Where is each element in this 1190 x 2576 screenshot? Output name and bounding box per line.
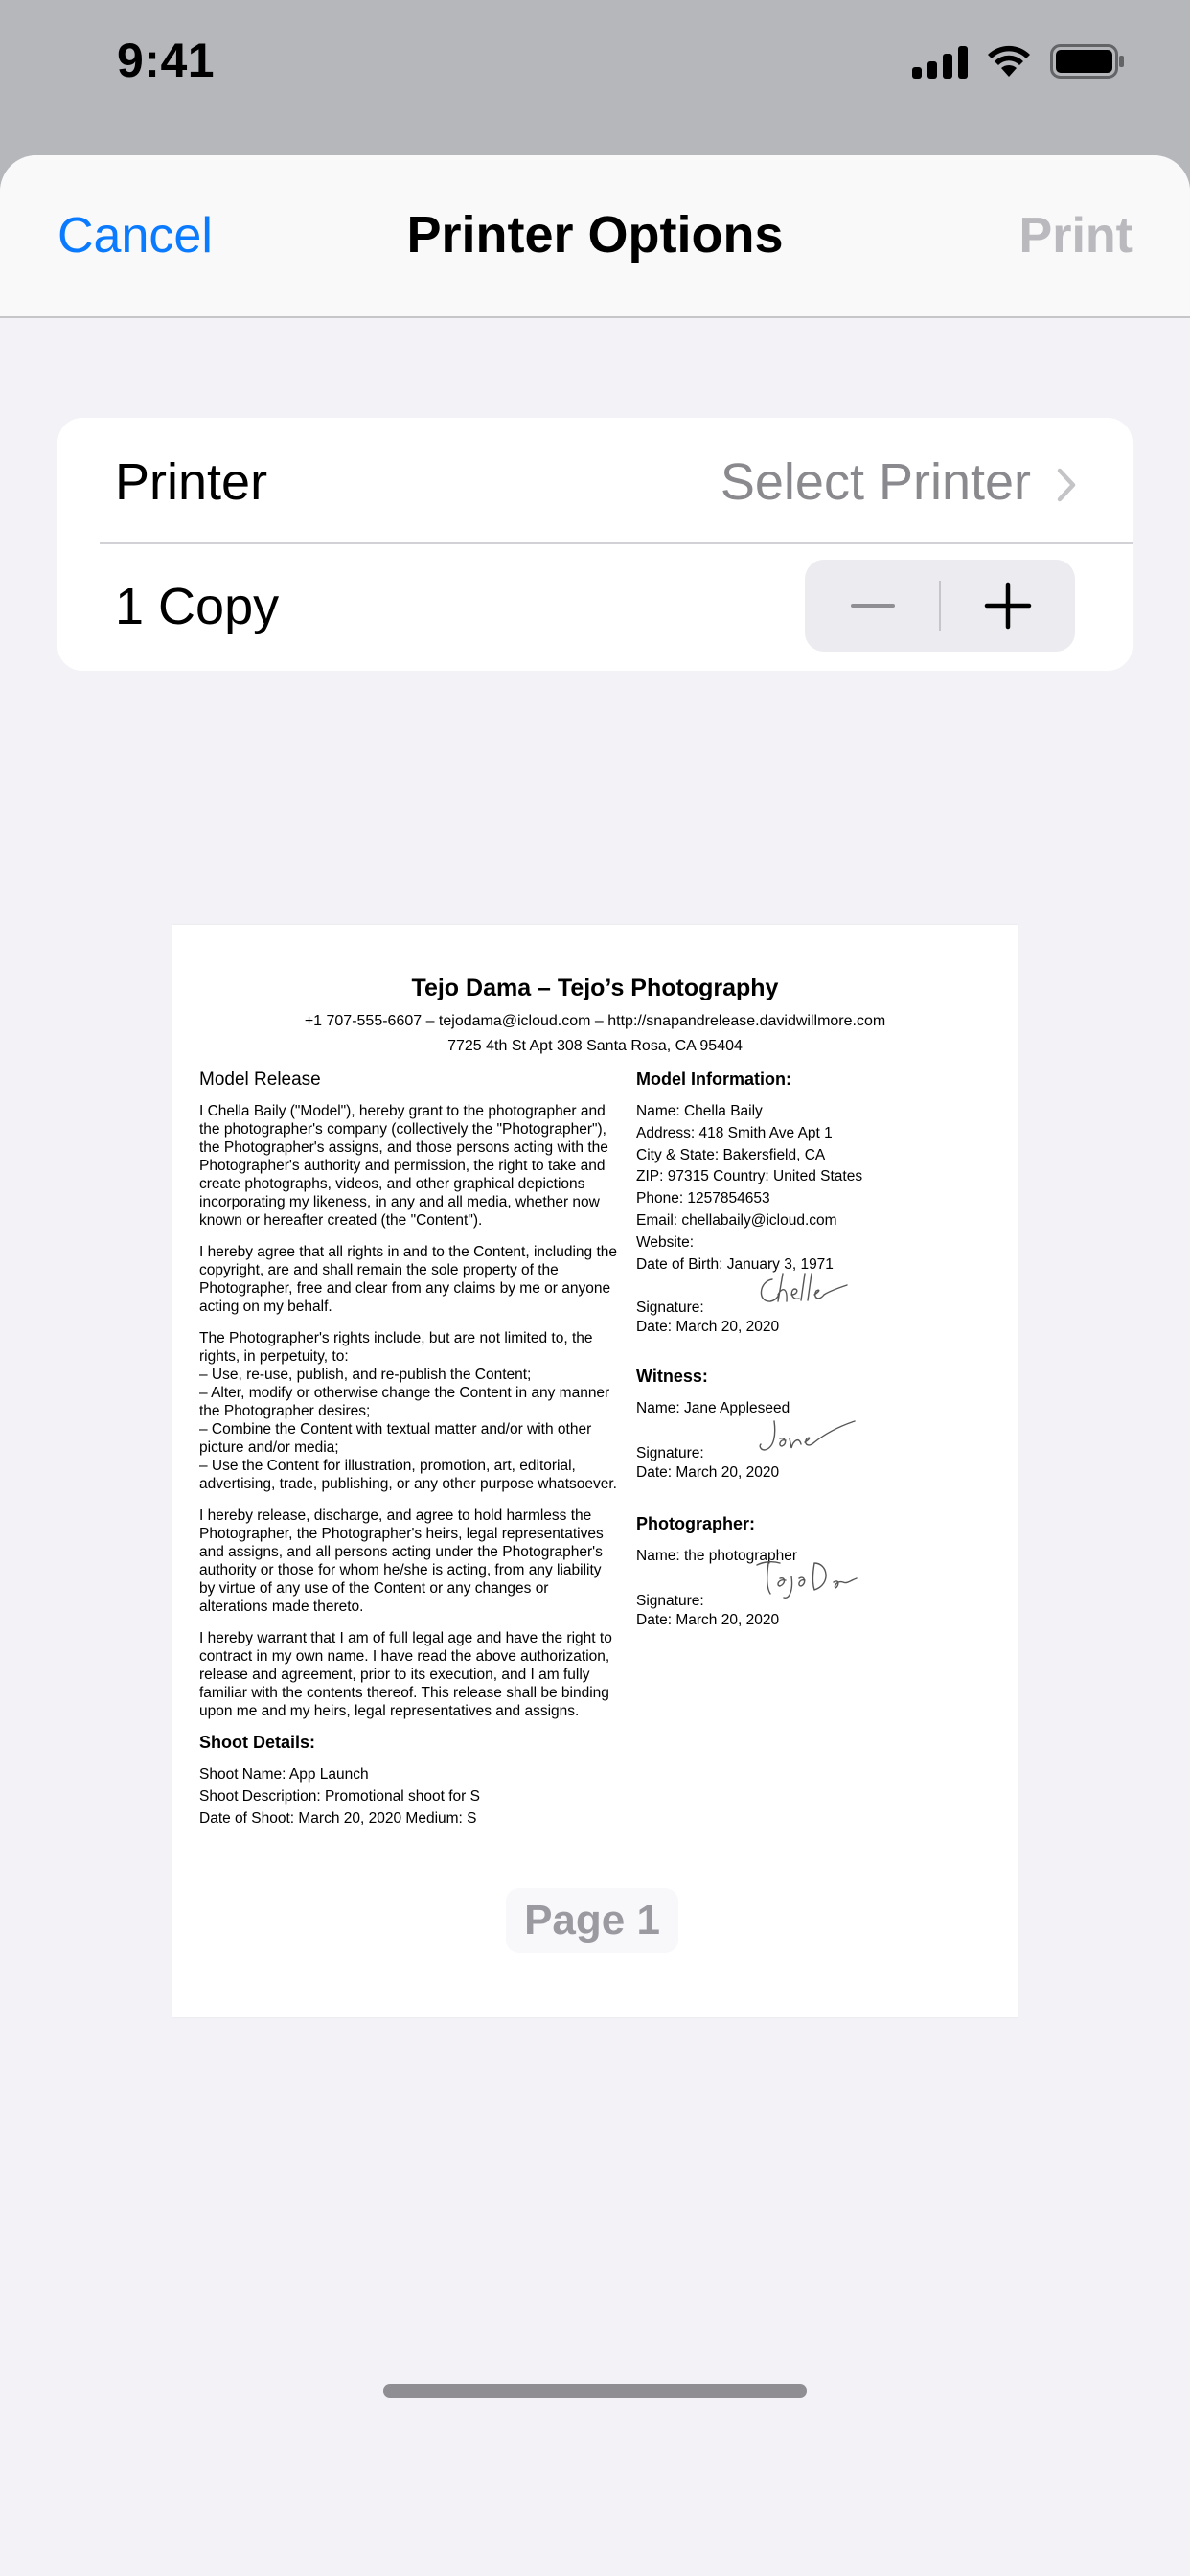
wifi-icon xyxy=(987,45,1031,78)
release-column xyxy=(199,1070,621,1830)
decrement-button[interactable] xyxy=(805,560,939,652)
model-signature-image xyxy=(751,1270,857,1314)
witness-heading: Witness: xyxy=(636,1366,708,1386)
print-preview-page[interactable] xyxy=(172,925,1018,2017)
release-paragraph: I hereby agree that all rights in and to the Content, including the copyright, are and shall remain the sole property of the Photographer, free and clear from any claims by me or anyone acting on my behalf. xyxy=(199,1244,618,1315)
copies-label: 1 Copy xyxy=(115,578,280,635)
shoot-line: Shoot Description: Promotional shoot for S xyxy=(199,1787,480,1805)
release-paragraph: I Chella Baily ("Model"), hereby grant to the photographer and the photographer's company (collectively the "Photographer"), the Photographer's assigns, and those persons acting with the Photographer's authority and permission, the right to take and create photographs, videos, and other graphical depictions incorporating my likeness, in any and all media, whether now known or hereafter created (the "Content"). xyxy=(199,1103,608,1229)
printer-options-card xyxy=(57,418,1133,671)
release-paragraph: The Photographer's rights include, but are not limited to, the rights, in perpetuity, to: – Use, re-use, publish, and re-publish the Content; – Alter, modify or otherwise change the Content in any manner the Photographer desires; – Combine the Content with textual matter and/or with other picture and/or media; – Use the Content for illustration, promotion, art, editorial, advertising, trade, publishing, or any other purpose whatsoever. xyxy=(199,1330,617,1492)
minus-icon xyxy=(805,560,939,652)
shoot-heading: Shoot Details: xyxy=(199,1733,316,1752)
increment-button[interactable] xyxy=(941,560,1075,652)
select-printer-value: Select Printer xyxy=(720,453,1031,511)
witness-signature-image xyxy=(751,1415,857,1460)
status-bar xyxy=(0,0,1190,153)
navigation-bar xyxy=(0,155,1190,318)
model-line: Email: chellabaily@icloud.com xyxy=(636,1211,837,1229)
model-line: ZIP: 97315 Country: United States xyxy=(636,1168,863,1185)
status-icons xyxy=(912,44,1125,79)
photographer-signature-date: Date: March 20, 2020 xyxy=(636,1611,780,1628)
model-line: Phone: 1257854653 xyxy=(636,1190,770,1208)
chevron-right-icon xyxy=(1056,468,1077,502)
signature-label: Signature: xyxy=(636,1299,704,1316)
home-indicator[interactable] xyxy=(383,2384,807,2398)
page-number-label: Page 1 xyxy=(506,1888,678,1953)
cancel-button[interactable]: Cancel xyxy=(57,208,213,264)
model-signature-block xyxy=(636,1279,1000,1343)
model-signature-date: Date: March 20, 2020 xyxy=(636,1318,780,1335)
model-line: Date of Birth: January 3, 1971 xyxy=(636,1255,834,1273)
model-line: City & State: Bakersfield, CA xyxy=(636,1146,826,1163)
printer-row[interactable] xyxy=(57,418,1133,542)
document-address: 7725 4th St Apt 308 Santa Rosa, CA 95404 xyxy=(447,1038,743,1054)
shoot-line: Date of Shoot: March 20, 2020 Medium: S xyxy=(199,1809,477,1827)
witness-signature-date: Date: March 20, 2020 xyxy=(636,1463,780,1481)
signature-label: Signature: xyxy=(636,1592,704,1609)
model-line: Address: 418 Smith Ave Apt 1 xyxy=(636,1124,833,1141)
model-line: Website: xyxy=(636,1233,695,1251)
photographer-name: Name: the photographer xyxy=(636,1547,798,1564)
battery-icon xyxy=(1050,44,1125,79)
release-heading: Model Release xyxy=(199,1070,321,1090)
print-button[interactable]: Print xyxy=(1018,208,1133,264)
photographer-heading: Photographer: xyxy=(636,1513,755,1533)
info-column xyxy=(636,1070,1000,1636)
copies-stepper xyxy=(805,560,1075,652)
photographer-signature-image xyxy=(751,1555,866,1605)
model-heading: Model Information: xyxy=(636,1070,791,1089)
plus-icon xyxy=(941,560,1075,652)
page-title: Printer Options xyxy=(406,206,784,264)
document-title: Tejo Dama – Tejo’s Photography xyxy=(411,975,779,1001)
photographer-signature-block xyxy=(636,1573,1000,1636)
witness-signature-block xyxy=(636,1425,1000,1488)
witness-name: Name: Jane Appleseed xyxy=(636,1399,790,1416)
printer-label: Printer xyxy=(115,453,268,511)
signature-label: Signature: xyxy=(636,1444,704,1461)
release-paragraph: I hereby warrant that I am of full legal age and have the right to contract in my own name. I have read the above authorization, release and agreement, prior to its execution, and I am fully familiar with the contents thereof. This release shall be binding upon me and my heirs, legal representatives and assigns. xyxy=(199,1630,612,1719)
shoot-line: Shoot Name: App Launch xyxy=(199,1766,369,1782)
release-paragraph: I hereby release, discharge, and agree to hold harmless the Photographer, the Photographer's heirs, legal representatives and assigns, and all persons acting under the Photographer's authority or those for whom he/she is acting, from any liability by virtue of any use of the Content or any changes or alterations made thereto. xyxy=(199,1507,604,1615)
cellular-signal-icon xyxy=(912,44,968,79)
model-line: Name: Chella Baily xyxy=(636,1103,763,1119)
document-contact: +1 707-555-6607 – tejodama@icloud.com – http://snapandrelease.davidwillmore.com xyxy=(304,1013,886,1029)
status-time: 9:41 xyxy=(117,34,216,87)
